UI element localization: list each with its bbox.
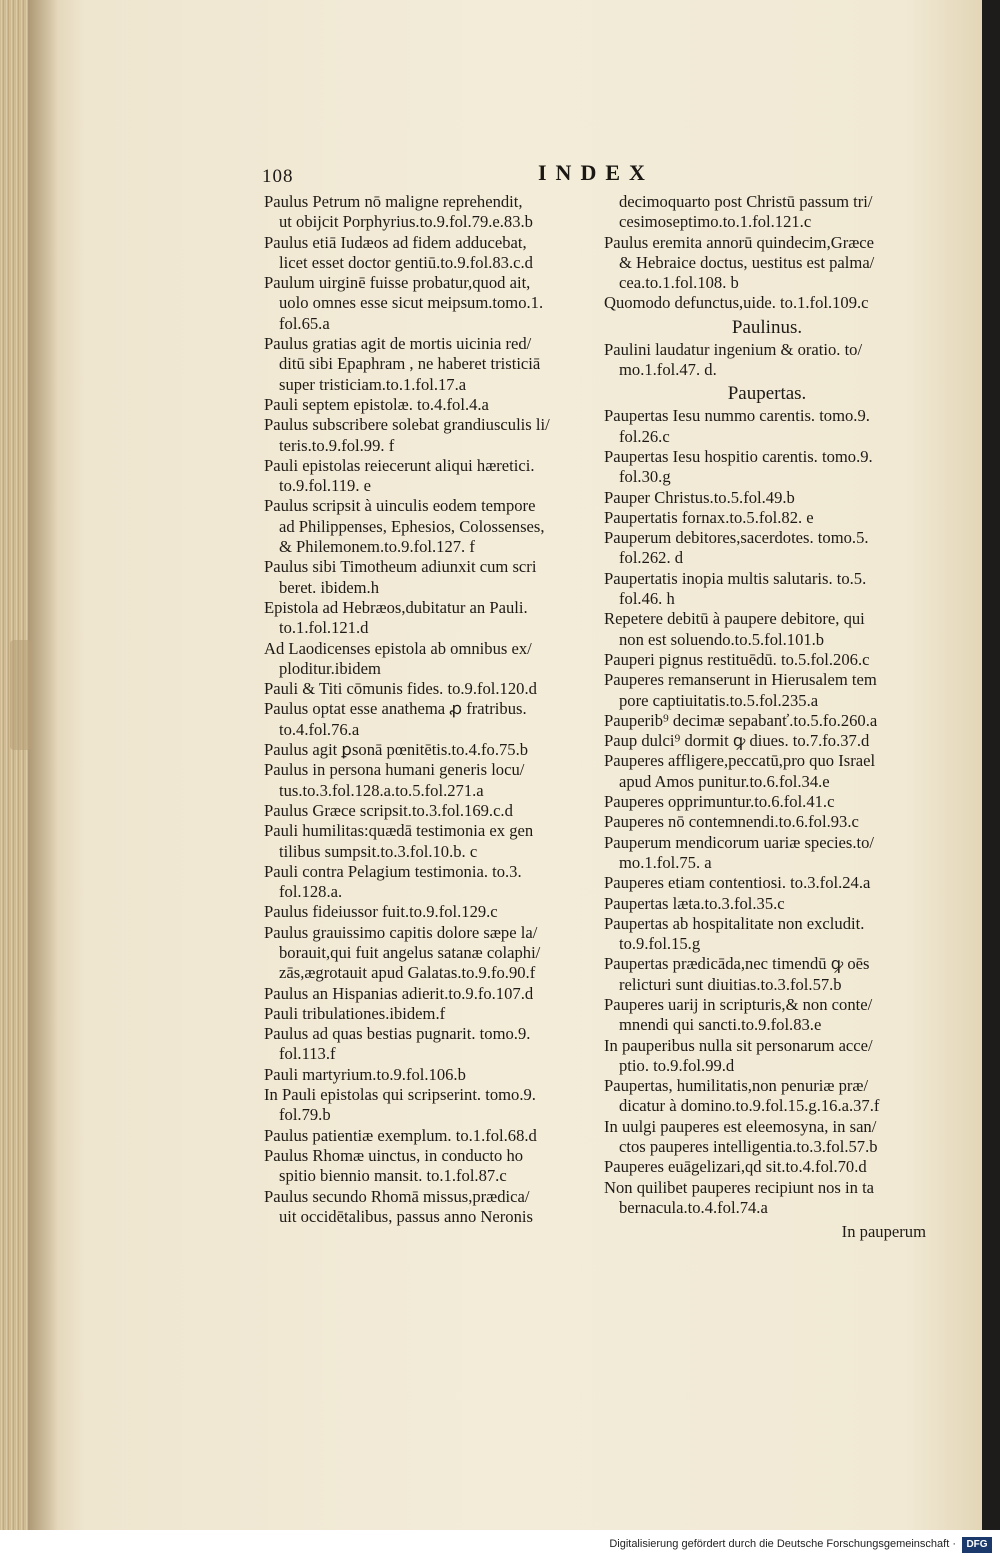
entry-continuation: ad Philippenses, Ephesios, Colossenses, (279, 516, 545, 536)
entry-continuation: tilibus sumpsit.to.3.fol.10.b. c (279, 841, 478, 861)
index-entry (604, 609, 930, 650)
entry-line: Pauli humilitas:quædā testimonia ex gen (264, 821, 534, 841)
entry-line: Repetere debitū à paupere debitore, qui (604, 609, 865, 629)
index-heading: Paulinus. (731, 316, 803, 338)
entry-line: Pauli epistolas reiecerunt aliqui hæretici. (264, 455, 535, 475)
entry-line: Pauperes euāgelizari,qd sit.to.4.fol.70.d (604, 1157, 867, 1177)
entry-continuation: beret. ibidem.h (279, 577, 379, 597)
entry-line: Paulus etiā Iudæos ad fidem adducebat, (264, 232, 527, 252)
entry-continuation: ploditur.ibidem (279, 658, 381, 678)
entry-line: Pauli contra Pelagium testimonia. to.3. (264, 861, 522, 881)
index-entry (264, 984, 594, 1004)
index-entry (264, 1126, 594, 1146)
index-entry (264, 801, 594, 821)
index-entry (264, 639, 594, 680)
entry-continuation: mnendi qui sancti.to.9.fol.83.e (619, 1015, 822, 1035)
entry-line: Pauperum mendicorum uariæ species.to/ (604, 832, 875, 852)
index-entry (604, 894, 930, 914)
index-entry (604, 833, 930, 874)
entry-continuation: bernacula.to.4.fol.74.a (619, 1197, 768, 1217)
index-entry (604, 670, 930, 711)
entry-line: Paulus agit ꝑsonā pœnitētis.to.4.fo.75.b (264, 740, 529, 760)
index-entry (604, 711, 930, 731)
index-entry (604, 488, 930, 508)
index-entry (264, 233, 594, 274)
index-column-left (264, 192, 594, 1227)
entry-line: Pauperes affligere,peccatū,pro quo Israel (604, 751, 876, 771)
entry-line: Paulus scripsit à uinculis eodem tempore (264, 496, 536, 516)
index-heading: Paupertas. (727, 383, 807, 405)
entry-continuation: ut obijcit Porphyrius.to.9.fol.79.e.83.b (279, 212, 533, 232)
index-entry (264, 1187, 594, 1228)
index-entry (604, 340, 930, 381)
index-entry (264, 1085, 594, 1126)
entry-continuation: fol.128.a. (279, 882, 343, 902)
index-column-right (604, 192, 930, 1243)
index-entry (604, 569, 930, 610)
entry-line: Pauperes remanserunt in Hierusalem tem (604, 670, 877, 690)
entry-continuation: licet esset doctor gentiū.to.9.fol.83.c.d (279, 252, 533, 272)
entry-continuation: apud Amos punitur.to.6.fol.34.e (619, 771, 830, 791)
index-entry (604, 812, 930, 832)
entry-continuation: borauit,qui fuit angelus satanæ colaphi/ (279, 942, 541, 962)
index-entry (604, 1076, 930, 1117)
index-entry (604, 1178, 930, 1219)
entry-line: Non quilibet pauperes recipiunt nos in ta (604, 1177, 875, 1197)
entry-line: Paulus ad quas bestias pugnarit. tomo.9. (264, 1024, 531, 1044)
entry-line: Pauli & Titi cōmunis fides. to.9.fol.120.d (264, 679, 537, 699)
entry-line: In pauperibus nulla sit personarum acce/ (604, 1035, 873, 1055)
entry-continuation: relicturi sunt diuitias.to.3.fol.57.b (619, 974, 842, 994)
page-number: 108 (262, 166, 294, 187)
dfg-logo: DFG (962, 1537, 992, 1553)
index-entry (604, 954, 930, 995)
entry-line: Quomodo defunctus,uide. to.1.fol.109.c (604, 293, 869, 313)
entry-continuation: zās,ægrotauit apud Galatas.to.9.fo.90.f (279, 963, 536, 983)
entry-line: Pauperi pignus restituēdū. to.5.fol.206.c (604, 649, 870, 669)
entry-line: Paulus in persona humani generis locu/ (264, 760, 525, 780)
index-entry (264, 923, 594, 984)
index-entry (264, 862, 594, 903)
entry-continuation: uolo omnes esse sicut meipsum.tomo.1. (279, 293, 544, 313)
entry-line: Paulus Rhomæ uinctus, in conducto ho (264, 1145, 524, 1165)
entry-line: In Pauli epistolas qui scripserint. tomo.9. (264, 1085, 536, 1105)
entry-continuation: non est soluendo.to.5.fol.101.b (619, 629, 825, 649)
entry-line: Paupertas læta.to.3.fol.35.c (604, 893, 785, 913)
index-entry (264, 679, 594, 699)
entry-continuation: cea.to.1.fol.108. b (619, 273, 739, 293)
entry-continuation: fol.79.b (279, 1105, 331, 1125)
index-entry (604, 751, 930, 792)
index-entry (604, 792, 930, 812)
index-entry (264, 1146, 594, 1187)
scan-border (982, 0, 1000, 1530)
entry-line: Pauperes uarij in scripturis,& non conte/ (604, 994, 873, 1014)
entry-continuation: ptio. to.9.fol.99.d (619, 1055, 735, 1075)
index-entry (604, 914, 930, 955)
entry-line: Pauperes nō contemnendi.to.6.fol.93.c (604, 812, 859, 832)
index-entry (604, 731, 930, 751)
index-entry (604, 1157, 930, 1177)
footer-bar (0, 1530, 1000, 1563)
entry-continuation: ctos pauperes intelligentia.to.3.fol.57.b (619, 1137, 878, 1157)
entry-continuation: pore captiuitatis.to.5.fol.235.a (619, 690, 819, 710)
entry-continuation: uit occidētalibus, passus anno Neronis (279, 1206, 533, 1226)
footer-credit: Digitalisierung gefördert durch die Deutsche Forschungsgemeinschaft · (609, 1538, 956, 1550)
entry-line: Pauperes etiam contentiosi. to.3.fol.24.a (604, 873, 871, 893)
entry-line: Pauli tribulationes.ibidem.f (264, 1003, 446, 1023)
index-entry (264, 760, 594, 801)
entry-line: Pauperum debitores,sacerdotes. tomo.5. (604, 528, 869, 548)
entry-line: Paulus gratias agit de mortis uicinia red/ (264, 334, 532, 354)
index-entry (264, 273, 594, 334)
index-entry (264, 699, 594, 740)
entry-line: Paulus Græce scripsit.to.3.fol.169.c.d (264, 800, 513, 820)
index-entry (264, 192, 594, 233)
entry-line: Paupertatis inopia multis salutaris. to.5. (604, 568, 867, 588)
entry-continuation: to.1.fol.121.d (279, 618, 369, 638)
index-entry (604, 508, 930, 528)
entry-line: Paulus an Hispanias adierit.to.9.fo.107.d (264, 983, 534, 1003)
entry-continuation: tus.to.3.fol.128.a.to.5.fol.271.a (279, 780, 484, 800)
entry-line: Paulus subscribere solebat grandiusculis li/ (264, 415, 550, 435)
page-clip (10, 640, 32, 750)
index-entry (604, 528, 930, 569)
entry-continuation: spitio biennio mansit. to.1.fol.87.c (279, 1166, 507, 1186)
entry-line: Paulus fideiussor fuit.to.9.fol.129.c (264, 902, 498, 922)
entry-line: Paupertas Iesu hospitio carentis. tomo.9. (604, 446, 873, 466)
index-entry (264, 1004, 594, 1024)
index-entry (264, 496, 594, 557)
entry-line: Pauli septem epistolæ. to.4.fol.4.a (264, 394, 489, 414)
entry-line: Paulus eremita annorū quindecim,Græce (604, 232, 875, 252)
entry-continuation: mo.1.fol.75. a (619, 852, 712, 872)
entry-line: Paupertas Iesu nummo carentis. tomo.9. (604, 406, 870, 426)
index-entry (604, 995, 930, 1036)
entry-line: Paupertas, humilitatis,non penuriæ præ/ (604, 1076, 869, 1096)
entry-line: Paulus optat esse anathema ꝓ fratribus. (264, 699, 527, 719)
index-entry (604, 192, 930, 233)
index-entry (604, 1117, 930, 1158)
entry-line: Paulum uirginē fuisse probatur,quod ait, (264, 273, 531, 293)
index-entry (264, 1065, 594, 1085)
entry-line: Paulus sibi Timotheum adiunxit cum scri (264, 557, 537, 577)
entry-line: Pauli martyrium.to.9.fol.106.b (264, 1064, 466, 1084)
entry-continuation: fol.26.c (619, 426, 670, 446)
spine-shadow (28, 0, 58, 1530)
entry-line: Paulus patientiæ exemplum. to.1.fol.68.d (264, 1125, 537, 1145)
entry-line: decimoquarto post Christū passum tri/ (619, 192, 873, 211)
entry-line: Paulus secundo Rhomā missus,prædica/ (264, 1186, 530, 1206)
entry-continuation: fol.65.a (279, 313, 330, 333)
entry-line: Paupertas prædicāda,nec timendū ꝙ oēs (604, 954, 870, 974)
entry-continuation: super tristiciam.to.1.fol.17.a (279, 374, 467, 394)
entry-continuation: dicatur à domino.to.9.fol.15.g.16.a.37.f (619, 1096, 880, 1116)
entry-line: Paulus Petrum nō maligne reprehendit, (264, 192, 523, 211)
index-entry (264, 557, 594, 598)
entry-line: Epistola ad Hebræos,dubitatur an Pauli. (264, 597, 528, 617)
entry-continuation: to.9.fol.119. e (279, 476, 372, 496)
entry-continuation: teris.to.9.fol.99. f (279, 435, 395, 455)
index-entry (264, 395, 594, 415)
entry-continuation: mo.1.fol.47. d. (619, 360, 717, 380)
entry-line: Pauper Christus.to.5.fol.49.b (604, 487, 795, 507)
entry-line: In uulgi pauperes est eleemosyna, in san/ (604, 1116, 877, 1136)
index-entry (604, 1036, 930, 1077)
entry-continuation: & Hebraice doctus, uestitus est palma/ (619, 252, 875, 272)
entry-continuation: fol.113.f (279, 1044, 336, 1064)
index-entry (604, 233, 930, 294)
entry-continuation: to.9.fol.15.g (619, 934, 701, 954)
entry-continuation: to.4.fol.76.a (279, 719, 360, 739)
entry-line: Paulus grauissimo capitis dolore sæpe la/ (264, 922, 538, 942)
catchword: In pauperum (841, 1222, 926, 1242)
index-entry (264, 1024, 594, 1065)
entry-continuation: & Philemonem.to.9.fol.127. f (279, 537, 475, 557)
index-entry (604, 447, 930, 488)
entry-continuation: ditū sibi Epaphram , ne haberet tristiciā (279, 354, 541, 374)
index-entry (264, 334, 594, 395)
entry-line: Paulini laudatur ingenium & oratio. to/ (604, 339, 863, 359)
index-entry (264, 598, 594, 639)
entry-line: Pauperes opprimuntur.to.6.fol.41.c (604, 792, 835, 812)
entry-line: Pauperib⁹ decimæ sepabanť.to.5.fo.260.a (604, 710, 878, 730)
running-title: INDEX (538, 160, 654, 185)
index-entry (604, 650, 930, 670)
entry-continuation: cesimoseptimo.to.1.fol.121.c (619, 212, 812, 232)
index-entry (264, 902, 594, 922)
entry-continuation: fol.30.g (619, 467, 671, 487)
index-entry (264, 740, 594, 760)
index-entry (604, 293, 930, 313)
entry-line: Ad Laodicenses epistola ab omnibus ex/ (264, 638, 532, 658)
entry-line: Paupertas ab hospitalitate non excludit. (604, 913, 865, 933)
entry-line: Paup dulci⁹ dormit ꝙ diues. to.7.fo.37.d (604, 731, 870, 751)
index-entry (604, 873, 930, 893)
index-entry (264, 456, 594, 497)
index-entry (264, 415, 594, 456)
index-entry (264, 821, 594, 862)
entry-continuation: fol.46. h (619, 589, 675, 609)
index-entry (604, 406, 930, 447)
entry-line: Paupertatis fornax.to.5.fol.82. e (604, 507, 814, 527)
entry-continuation: fol.262. d (619, 548, 684, 568)
